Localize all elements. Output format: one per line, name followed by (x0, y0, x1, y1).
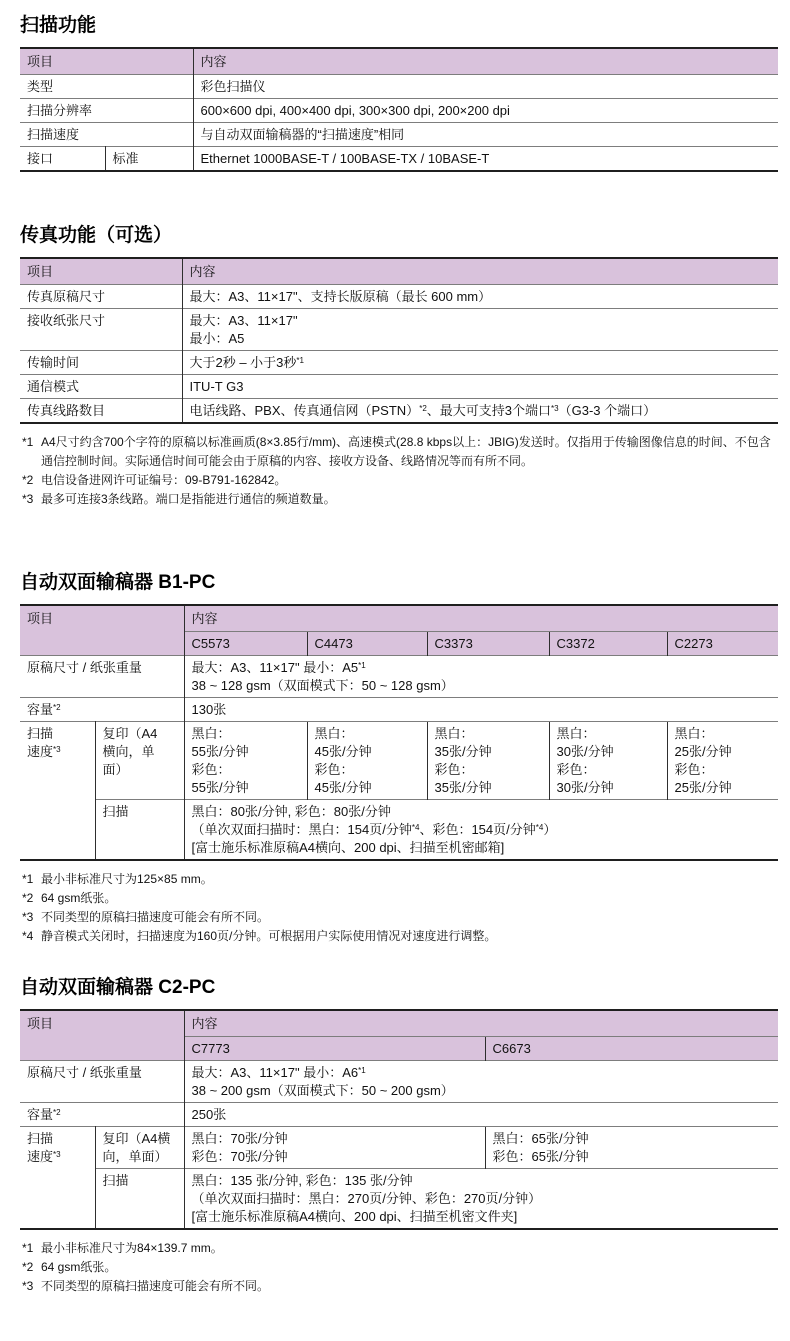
footnote (22, 490, 778, 509)
footnote-text: 电信设备进网许可证编号：09-B791-162842。 (41, 473, 287, 487)
footnote (22, 1277, 778, 1296)
footnote-marker: *4 (22, 929, 34, 943)
table-row (20, 309, 778, 351)
row-label: 扫描分辨率 (20, 99, 193, 123)
row-label: 传输时间 (20, 351, 182, 375)
row-sublabel-scan: 扫描 (95, 800, 184, 861)
section-feeder-b1 (20, 571, 778, 946)
feeder-b1-table (20, 604, 778, 861)
row-label: 原稿尺寸 / 纸张重量 (20, 656, 184, 698)
table-row (20, 399, 778, 424)
cell-value: 与自动双面输稿器的“扫描速度”相同 (193, 123, 778, 147)
cell-value: 黑白：70张/分钟 彩色：70张/分钟 (184, 1127, 485, 1169)
footnote-text: 64 gsm纸张。 (41, 1260, 117, 1274)
cell-value: Ethernet 1000BASE-T / 100BASE-TX / 10BASE-T (193, 147, 778, 172)
model-header: C3372 (549, 632, 667, 656)
table-row (20, 698, 778, 722)
table-row (20, 800, 778, 861)
cell-value: 大于2秒 – 小于3秒$^{*1}$ (182, 351, 778, 375)
footnote (22, 908, 778, 927)
footnote (22, 870, 778, 889)
section-scan (20, 14, 778, 172)
model-header: C4473 (307, 632, 427, 656)
row-label-scan-speed: 扫描 速度$^{*3}$ (20, 722, 95, 861)
row-label: 类型 (20, 75, 193, 99)
model-header: C7773 (184, 1037, 485, 1061)
feeder-b1-footnotes (22, 870, 778, 946)
footnote-marker: *1 (22, 1241, 34, 1255)
cell-value: ITU-T G3 (182, 375, 778, 399)
footnote-marker: *2 (22, 473, 34, 487)
table-row (20, 1103, 778, 1127)
cell-value: 黑白： 55张/分钟 彩色： 55张/分钟 (184, 722, 307, 800)
col-header-item: 项目 (20, 258, 182, 285)
row-sublabel-scan: 扫描 (95, 1169, 184, 1230)
cell-value: 最大：A3、11×17" 最小：A6$^{*1}$ 38 ~ 200 gsm（双面模式下：50 ~ 200 gsm） (184, 1061, 778, 1103)
cell-value: 黑白：65张/分钟 彩色：65张/分钟 (485, 1127, 778, 1169)
footnote-marker: *1 (22, 872, 34, 886)
footnote-text: 静音模式关闭时，扫描速度为160页/分钟。可根据用户实际使用情况对速度进行调整。 (41, 929, 497, 943)
row-label: 接口 (20, 147, 105, 172)
row-label: 接收纸张尺寸 (20, 309, 182, 351)
footnote-text: 不同类型的原稿扫描速度可能会有所不同。 (41, 910, 270, 924)
cell-value: 130张 (184, 698, 778, 722)
cell-value: 600×600 dpi, 400×400 dpi, 300×300 dpi, 200×200 dpi (193, 99, 778, 123)
table-row (20, 375, 778, 399)
col-header-content: 内容 (184, 1010, 778, 1037)
model-header: C6673 (485, 1037, 778, 1061)
model-header: C5573 (184, 632, 307, 656)
row-label: 传真线路数目 (20, 399, 182, 424)
table-row (20, 722, 778, 800)
row-label: 容量$^{*2}$ (20, 698, 184, 722)
table-row (20, 123, 778, 147)
table-row (20, 1061, 778, 1103)
table-row (20, 1169, 778, 1230)
col-header-content: 内容 (193, 48, 778, 75)
table-row (20, 75, 778, 99)
footnote-marker: *3 (22, 1279, 34, 1293)
feeder-c2-footnotes (22, 1239, 778, 1296)
col-header-item: 项目 (20, 1010, 184, 1061)
model-header: C2273 (667, 632, 778, 656)
footnote (22, 927, 778, 946)
cell-value: 黑白： 25张/分钟 彩色： 25张/分钟 (667, 722, 778, 800)
table-row (20, 351, 778, 375)
footnote-marker: *1 (22, 435, 34, 449)
footnote (22, 889, 778, 908)
row-label: 原稿尺寸 / 纸张重量 (20, 1061, 184, 1103)
row-label-scan-speed: 扫描 速度$^{*3}$ (20, 1127, 95, 1230)
table-row (20, 99, 778, 123)
footnote-text: A4尺寸约含700个字符的原稿以标准画质(8×3.85行/mm)、高速模式(28.8 kbps以上：JBIG)发送时。仅指用于传输图像信息的时间、不包含通信控制时间。实际通信时间可能会由于原稿的内容、接收方设备、线路情况等而有所不同。 (41, 435, 771, 468)
table-row (20, 656, 778, 698)
footnote-text: 不同类型的原稿扫描速度可能会有所不同。 (41, 1279, 270, 1293)
footnote-text: 64 gsm纸张。 (41, 891, 117, 905)
cell-value: 250张 (184, 1103, 778, 1127)
col-header-content: 内容 (184, 605, 778, 632)
table-row (20, 285, 778, 309)
fax-footnotes (22, 433, 778, 509)
footnote (22, 1258, 778, 1277)
footnote-text: 最小非标准尺寸为84×139.7 mm。 (41, 1241, 223, 1255)
row-label: 扫描速度 (20, 123, 193, 147)
col-header-content: 内容 (182, 258, 778, 285)
model-header: C3373 (427, 632, 549, 656)
feeder-c2-table (20, 1009, 778, 1230)
footnote-marker: *3 (22, 910, 34, 924)
footnote-marker: *2 (22, 891, 34, 905)
section-title-feeder-b1: 自动双面输稿器 B1-PC (20, 572, 216, 593)
footnote (22, 471, 778, 490)
row-label: 容量$^{*2}$ (20, 1103, 184, 1127)
cell-value: 彩色扫描仪 (193, 75, 778, 99)
table-row (20, 147, 778, 172)
scan-table (20, 47, 778, 172)
col-header-item: 项目 (20, 48, 193, 75)
cell-value: 黑白： 30张/分钟 彩色： 30张/分钟 (549, 722, 667, 800)
section-title-feeder-c2: 自动双面输稿器 C2-PC (20, 977, 216, 998)
footnote-text: 最多可连接3条线路。端口是指能进行通信的频道数量。 (41, 492, 336, 506)
cell-value: 黑白：80张/分钟, 彩色：80张/分钟 （单次双面扫描时：黑白：154页/分钟$^{*4}$、彩色：154页/分钟$^{*4}$） [富士施乐标准原稿A4横向、200 dpi、扫描至机密邮箱] (184, 800, 778, 861)
fax-table (20, 257, 778, 424)
cell-value: 黑白： 45张/分钟 彩色： 45张/分钟 (307, 722, 427, 800)
cell-value: 最大：A3、11×17" 最小：A5 (182, 309, 778, 351)
row-sublabel-copy: 复印（A4 横向，单 面） (95, 722, 184, 800)
section-fax (20, 224, 778, 509)
footnote-marker: *3 (22, 492, 34, 506)
section-feeder-c2 (20, 976, 778, 1296)
footnote-text: 最小非标准尺寸为125×85 mm。 (41, 872, 213, 886)
row-label: 通信模式 (20, 375, 182, 399)
row-sublabel: 标准 (105, 147, 193, 172)
section-title-scan: 扫描功能 (20, 15, 97, 36)
cell-value: 最大：A3、11×17" 最小：A5$^{*1}$ 38 ~ 128 gsm（双面模式下：50 ~ 128 gsm） (184, 656, 778, 698)
section-title-fax: 传真功能（可选） (20, 225, 173, 246)
row-sublabel-copy: 复印（A4横 向，单面） (95, 1127, 184, 1169)
footnote-marker: *2 (22, 1260, 34, 1274)
cell-value: 最大：A3、11×17"、支持长版原稿（最长 600 mm） (182, 285, 778, 309)
cell-value: 黑白： 35张/分钟 彩色： 35张/分钟 (427, 722, 549, 800)
table-row (20, 1127, 778, 1169)
footnote (22, 1239, 778, 1258)
row-label: 传真原稿尺寸 (20, 285, 182, 309)
col-header-item: 项目 (20, 605, 184, 656)
cell-value: 黑白：135 张/分钟, 彩色：135 张/分钟 （单次双面扫描时：黑白：270页/分钟、彩色：270页/分钟） [富士施乐标准原稿A4横向、200 dpi、扫描至机密文件夹] (184, 1169, 778, 1230)
footnote (22, 433, 778, 471)
cell-value: 电话线路、PBX、传真通信网（PSTN）$^{*2}$、最大可支持3个端口$^{*3}$（G3-3 个端口） (182, 399, 778, 424)
